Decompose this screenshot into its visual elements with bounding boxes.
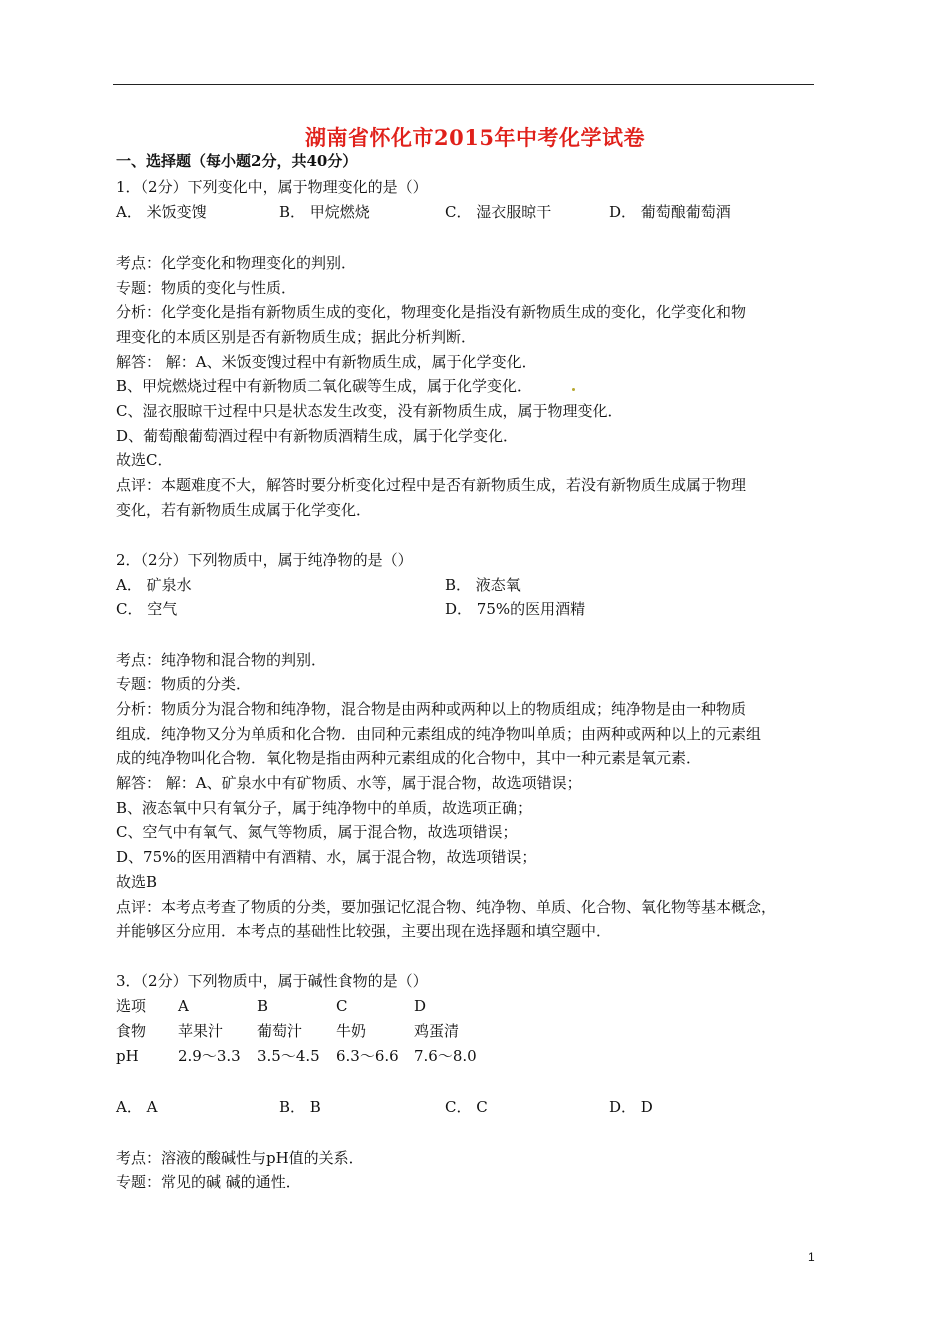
stray-dot bbox=[572, 388, 575, 391]
q2-option-a: A． 矿泉水 bbox=[116, 576, 192, 594]
q2-fenxi-line1: 分析：物质分为混合物和纯净物，混合物是由两种或两种以上的物质组成；纯净物是由一种物质 bbox=[116, 700, 747, 718]
q3-table-row-ph bbox=[116, 1047, 816, 1065]
q1-dianping-line2: 变化，若有新物质生成属于化学变化． bbox=[116, 501, 372, 519]
q3-cell: 3.5～4.5 bbox=[257, 1047, 320, 1065]
q1-jieda-b: B、甲烷燃烧过程中有新物质二氧化碳等生成，属于化学变化． bbox=[116, 377, 533, 395]
q2-jieda-c: C、空气中有氧气、氮气等物质，属于混合物，故选项错误； bbox=[116, 823, 518, 841]
q3-cell: 选项 bbox=[116, 997, 147, 1015]
q3-cell: A bbox=[178, 997, 189, 1015]
q2-jieda: 解答： 解：A、矿泉水中有矿物质、水等，属于混合物，故选项错误； bbox=[116, 774, 582, 792]
q3-cell: 食物 bbox=[116, 1022, 147, 1040]
q2-option-c: C． 空气 bbox=[116, 600, 178, 618]
q3-cell: 2.9～3.3 bbox=[178, 1047, 241, 1065]
q1-option-d: D． 葡萄酿葡萄酒 bbox=[609, 203, 731, 221]
page-title: 湖南省怀化市2015年中考化学试卷 bbox=[305, 125, 645, 150]
header-rule bbox=[113, 84, 814, 85]
q3-options bbox=[116, 1098, 816, 1116]
q2-zhuanti: 专题：物质的分类． bbox=[116, 675, 252, 693]
q3-cell: 苹果汁 bbox=[178, 1022, 224, 1040]
q2-dianping-line2: 并能够区分应用．本考点的基础性比较强，主要出现在选择题和填空题中． bbox=[116, 922, 612, 940]
q1-fenxi-line1: 分析：化学变化是指有新物质生成的变化，物理变化是指没有新物质生成的变化，化学变化和物 bbox=[116, 303, 747, 321]
q2-dianping-line1: 点评：本考点考查了物质的分类，要加强记忆混合物、纯净物、单质、化合物、氧化物等基本概念， bbox=[116, 898, 777, 916]
q3-cell: 鸡蛋清 bbox=[414, 1022, 460, 1040]
q1-option-a: A． 米饭变馊 bbox=[116, 203, 207, 221]
q3-cell: 7.6～8.0 bbox=[414, 1047, 477, 1065]
q1-options bbox=[116, 203, 816, 221]
q3-option-a: A． A bbox=[116, 1098, 158, 1116]
q3-table-row-food bbox=[116, 1022, 816, 1040]
q2-answer: 故选B bbox=[116, 873, 158, 891]
q3-cell: 6.3～6.6 bbox=[336, 1047, 399, 1065]
q1-jieda: 解答： 解：A、米饭变馊过程中有新物质生成，属于化学变化． bbox=[116, 353, 537, 371]
q2-fenxi-line2: 组成．纯净物又分为单质和化合物．由同种元素组成的纯净物叫单质；由两种或两种以上的元素组 bbox=[116, 725, 762, 743]
section-heading: 一、选择题（每小题2分，共40分） bbox=[116, 152, 358, 170]
q2-option-d: D． 75%的医用酒精 bbox=[445, 600, 586, 618]
q1-fenxi-line2: 理变化的本质区别是否有新物质生成；据此分析判断． bbox=[116, 328, 477, 346]
q1-option-c: C． 湿衣服晾干 bbox=[445, 203, 552, 221]
q3-table-row-label bbox=[116, 997, 816, 1015]
q3-option-b: B． B bbox=[279, 1098, 321, 1116]
q1-option-b: B． 甲烷燃烧 bbox=[279, 203, 370, 221]
q1-answer: 故选C． bbox=[116, 451, 173, 469]
q1-stem: 1．（2分）下列变化中，属于物理变化的是（） bbox=[116, 178, 428, 196]
q1-jieda-c: C、湿衣服晾干过程中只是状态发生改变，没有新物质生成，属于物理变化． bbox=[116, 402, 623, 420]
q3-cell: C bbox=[336, 997, 348, 1015]
q2-jieda-d: D、75%的医用酒精中有酒精、水，属于混合物，故选项错误； bbox=[116, 848, 537, 866]
q1-zhuanti: 专题：物质的变化与性质． bbox=[116, 279, 297, 297]
q3-kaodian: 考点：溶液的酸碱性与pH值的关系． bbox=[116, 1149, 364, 1167]
q3-cell: 牛奶 bbox=[336, 1022, 367, 1040]
q1-kaodian: 考点：化学变化和物理变化的判别． bbox=[116, 254, 357, 272]
q3-zhuanti: 专题：常见的碱 碱的通性． bbox=[116, 1173, 301, 1191]
q3-cell: 葡萄汁 bbox=[257, 1022, 303, 1040]
q3-stem: 3．（2分）下列物质中，属于碱性食物的是（） bbox=[116, 972, 428, 990]
q3-cell: pH bbox=[116, 1047, 139, 1065]
q2-option-b: B． 液态氧 bbox=[445, 576, 521, 594]
q2-kaodian: 考点：纯净物和混合物的判别． bbox=[116, 651, 327, 669]
page-number: 1 bbox=[808, 1250, 815, 1264]
q3-option-d: D． D bbox=[609, 1098, 653, 1116]
q2-options-row1 bbox=[116, 576, 816, 594]
q1-jieda-d: D、葡萄酿葡萄酒过程中有新物质酒精生成，属于化学变化． bbox=[116, 427, 519, 445]
q2-stem: 2．（2分）下列物质中，属于纯净物的是（） bbox=[116, 551, 413, 569]
q1-dianping-line1: 点评：本题难度不大，解答时要分析变化过程中是否有新物质生成，若没有新物质生成属于物理 bbox=[116, 476, 747, 494]
q3-cell: B bbox=[257, 997, 269, 1015]
q2-fenxi-line3: 成的纯净物叫化合物．氧化物是指由两种元素组成的化合物中，其中一种元素是氧元素． bbox=[116, 749, 702, 767]
q3-option-c: C． C bbox=[445, 1098, 488, 1116]
q3-cell: D bbox=[414, 997, 427, 1015]
q2-jieda-b: B、液态氧中只有氧分子，属于纯净物中的单质，故选项正确； bbox=[116, 799, 533, 817]
q2-options-row2 bbox=[116, 600, 816, 618]
